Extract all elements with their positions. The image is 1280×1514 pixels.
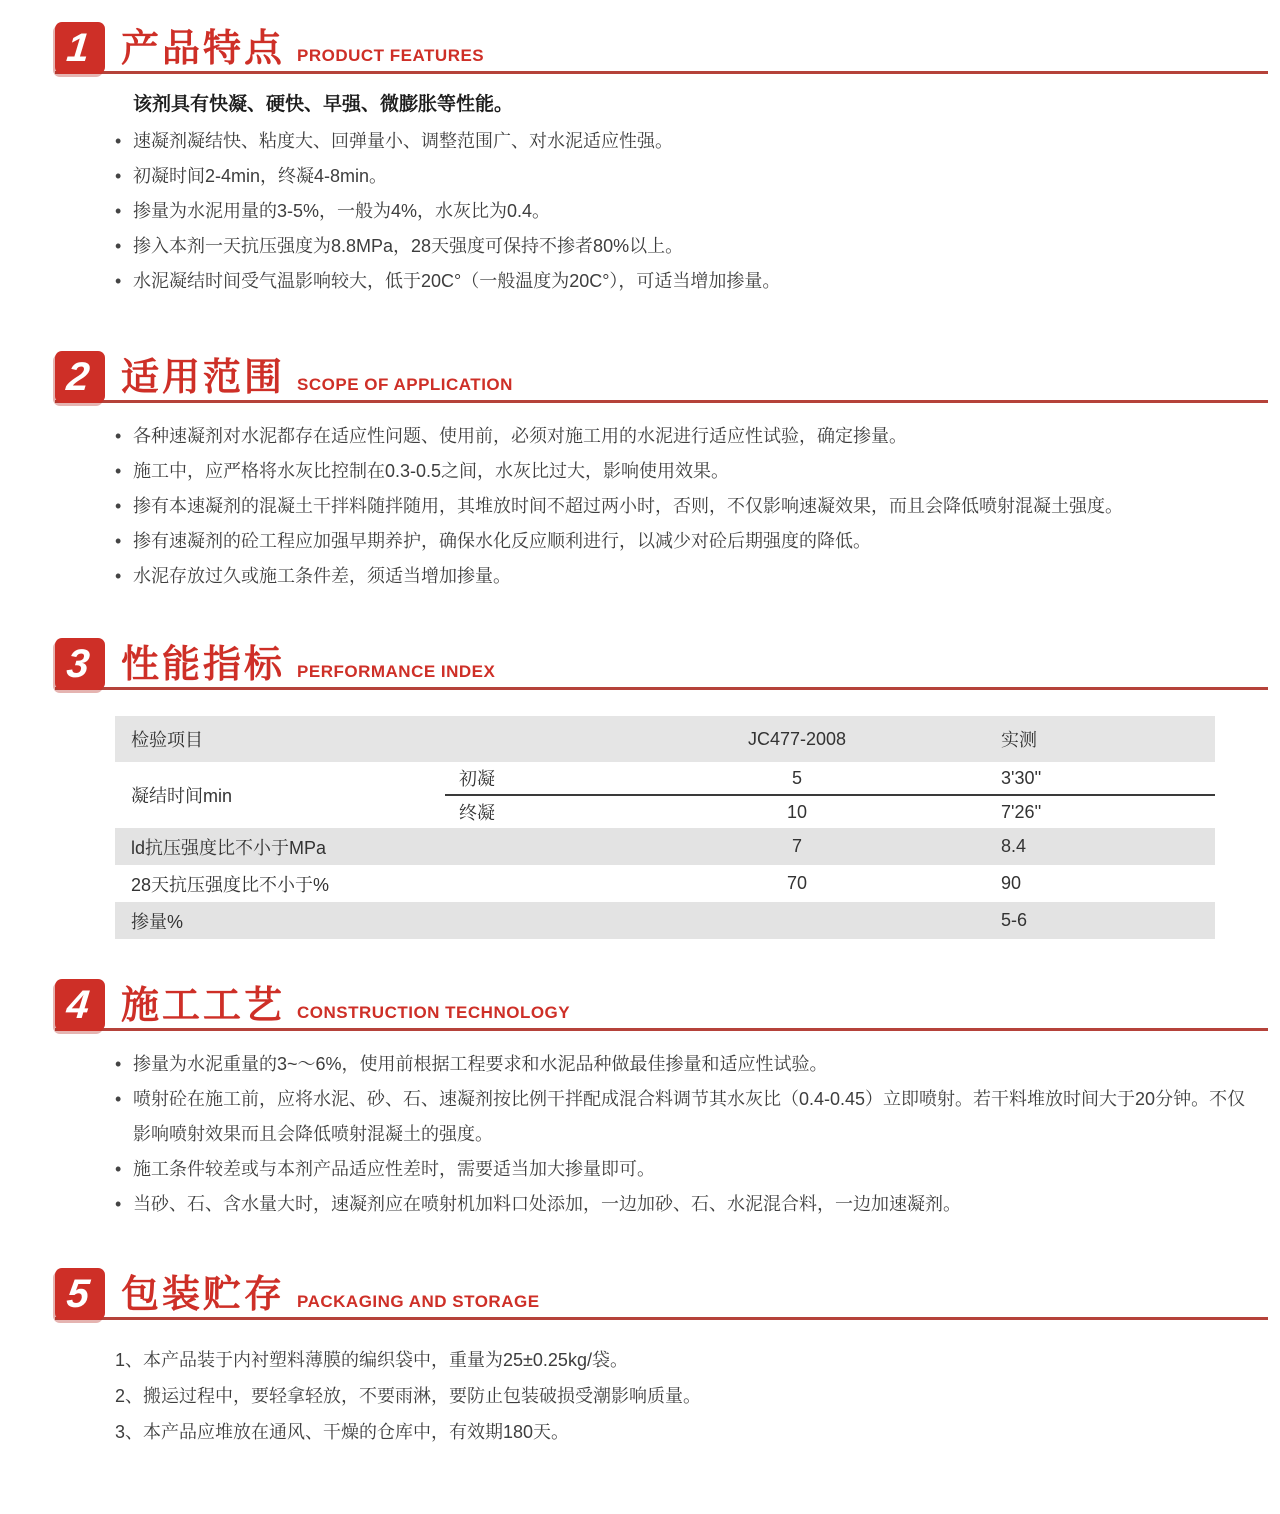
bullet-item (115, 159, 1258, 194)
section-title-en: PRODUCT FEATURES (297, 46, 485, 65)
cell-measured: 90 (995, 865, 1215, 902)
section-header (55, 351, 1268, 403)
bullet-item (115, 454, 1258, 489)
bullet-dot-icon (115, 419, 133, 454)
bullet-dot-icon (115, 524, 133, 559)
col-header-standard: JC477-2008 (599, 716, 995, 762)
bullet-text: 掺量为水泥用量的3-5%，一般为4%，水灰比为0.4。 (133, 201, 551, 221)
bullet-dot-icon (115, 1082, 133, 1152)
section-title-en: PERFORMANCE INDEX (297, 662, 496, 681)
section-product-features (55, 22, 1268, 299)
section-number-badge (55, 979, 105, 1031)
bullet-dot-icon (115, 1047, 133, 1082)
section-body (55, 88, 1268, 299)
cell-standard (599, 902, 995, 939)
performance-table (115, 716, 1215, 939)
section-body (55, 419, 1268, 594)
section-number: 1 (64, 26, 92, 70)
section-title-en: CONSTRUCTION TECHNOLOGY (297, 1003, 571, 1022)
bullet-dot-icon (115, 489, 133, 524)
section-title-zh: 性能指标 (121, 644, 286, 686)
col-header-measured: 实测 (995, 716, 1215, 762)
bullet-text: 初凝时间2-4min，终凝4-8min。 (133, 166, 388, 186)
section-header (55, 22, 1268, 74)
section-body (55, 1047, 1268, 1222)
section-number-badge (55, 1268, 105, 1320)
section-title-zh: 施工工艺 (121, 985, 286, 1027)
bullet-item (115, 419, 1258, 454)
section-number: 2 (64, 355, 92, 399)
bullet-dot-icon (115, 159, 133, 194)
table-row-initial-set (115, 762, 1215, 795)
bullet-dot-icon (115, 559, 133, 594)
table-row-28d-strength (115, 865, 1215, 902)
cell-item: 28天抗压强度比不小于% (115, 865, 599, 902)
bullet-text: 速凝剂凝结快、粘度大、回弹量小、调整范围广、对水泥适应性强。 (133, 131, 673, 151)
table-header-row (115, 716, 1215, 762)
bullet-dot-icon (115, 1152, 133, 1187)
bullet-dot-icon (115, 229, 133, 264)
bullet-item (115, 264, 1258, 299)
section-construction-technology (55, 979, 1268, 1222)
bullet-text: 当砂、石、含水量大时，速凝剂应在喷射机加料口处添加，一边加砂、石、水泥混合料，一边加速凝剂。 (133, 1194, 961, 1214)
section-header (55, 979, 1268, 1031)
bullet-item (115, 1152, 1258, 1187)
bullet-item (115, 1187, 1258, 1222)
section-number: 5 (64, 1272, 92, 1316)
section-number: 3 (64, 642, 92, 686)
bullet-text: 水泥存放过久或施工条件差，须适当增加掺量。 (133, 566, 511, 586)
bullet-text: 施工条件较差或与本剂产品适应性差时，需要适当加大掺量即可。 (133, 1159, 655, 1179)
section-performance-index (55, 638, 1268, 939)
section-title-en: PACKAGING AND STORAGE (297, 1292, 540, 1311)
cell-measured: 3'30'' (995, 762, 1215, 795)
bullet-item (115, 559, 1258, 594)
section-scope-of-application (55, 351, 1268, 594)
numbered-item: 3、本产品应堆放在通风、干燥的仓库中，有效期180天。 (115, 1422, 570, 1442)
bullet-dot-icon (115, 264, 133, 299)
bullet-item (115, 489, 1258, 524)
section-body (55, 1342, 1268, 1450)
bullet-text: 掺有本速凝剂的混凝土干拌料随拌随用，其堆放时间不超过两小时，否则，不仅影响速凝效果，而且会降低喷射混凝土强度。 (133, 496, 1123, 516)
cell-item: ld抗压强度比不小于MPa (115, 828, 599, 865)
col-header-item: 检验项目 (115, 716, 445, 762)
bullet-text: 掺入本剂一天抗压强度为8.8MPa，28天强度可保持不掺者80%以上。 (133, 236, 684, 256)
cell-item-group: 凝结时间min (115, 762, 445, 828)
intro-line: 该剂具有快凝、硬快、早强、微膨胀等性能。 (133, 94, 514, 115)
cell-item: 掺量% (115, 902, 599, 939)
bullet-item (115, 229, 1258, 264)
bullet-dot-icon (115, 1187, 133, 1222)
cell-standard: 70 (599, 865, 995, 902)
numbered-item: 2、搬运过程中，要轻拿轻放，不要雨淋，要防止包装破损受潮影响质量。 (115, 1386, 702, 1406)
bullet-item (115, 1047, 1258, 1082)
cell-measured: 8.4 (995, 828, 1215, 865)
bullet-item (115, 124, 1258, 159)
section-packaging-and-storage (55, 1268, 1268, 1450)
bullet-text: 掺量为水泥重量的3~～6%，使用前根据工程要求和水泥品种做最佳掺量和适应性试验。 (133, 1054, 828, 1074)
bullet-item (115, 194, 1258, 229)
section-title-zh: 适用范围 (121, 357, 286, 399)
cell-measured: 5-6 (995, 902, 1215, 939)
section-number-badge (55, 22, 105, 74)
cell-sub: 初凝 (445, 762, 599, 795)
table-row-1d-strength (115, 828, 1215, 865)
bullet-text: 各种速凝剂对水泥都存在适应性问题、使用前，必须对施工用的水泥进行适应性试验，确定掺量。 (133, 426, 907, 446)
col-header-sub (445, 716, 599, 762)
bullet-item (115, 1082, 1258, 1152)
bullet-dot-icon (115, 454, 133, 489)
bullet-text: 施工中，应严格将水灰比控制在0.3-0.5之间，水灰比过大，影响使用效果。 (133, 461, 730, 481)
section-header (55, 1268, 1268, 1320)
section-body (55, 716, 1268, 939)
section-title-en: SCOPE OF APPLICATION (297, 375, 513, 394)
section-number-badge (55, 351, 105, 403)
numbered-item: 1、本产品装于内衬塑料薄膜的编织袋中，重量为25±0.25kg/袋。 (115, 1350, 628, 1370)
bullet-dot-icon (115, 124, 133, 159)
cell-standard: 7 (599, 828, 995, 865)
section-header (55, 638, 1268, 690)
bullet-text: 水泥凝结时间受气温影响较大，低于20C°（一般温度为20C°），可适当增加掺量。 (133, 271, 781, 291)
bullet-item (115, 524, 1258, 559)
section-title-zh: 包装贮存 (121, 1274, 286, 1316)
bullet-dot-icon (115, 194, 133, 229)
cell-measured: 7'26'' (995, 795, 1215, 828)
bullet-text: 掺有速凝剂的砼工程应加强早期养护，确保水化反应顺利进行，以减少对砼后期强度的降低。 (133, 531, 871, 551)
cell-sub: 终凝 (445, 795, 599, 828)
bullet-text: 喷射砼在施工前，应将水泥、砂、石、速凝剂按比例干拌配成混合料调节其水灰比（0.4-0.45）立即喷射。若干料堆放时间大于20分钟。不仅影响喷射效果而且会降低喷射混凝土的强度。 (133, 1089, 1246, 1144)
section-number-badge (55, 638, 105, 690)
section-number: 4 (64, 983, 92, 1027)
cell-standard: 10 (599, 795, 995, 828)
section-title-zh: 产品特点 (121, 28, 286, 70)
table-row-dosage (115, 902, 1215, 939)
cell-standard: 5 (599, 762, 995, 795)
